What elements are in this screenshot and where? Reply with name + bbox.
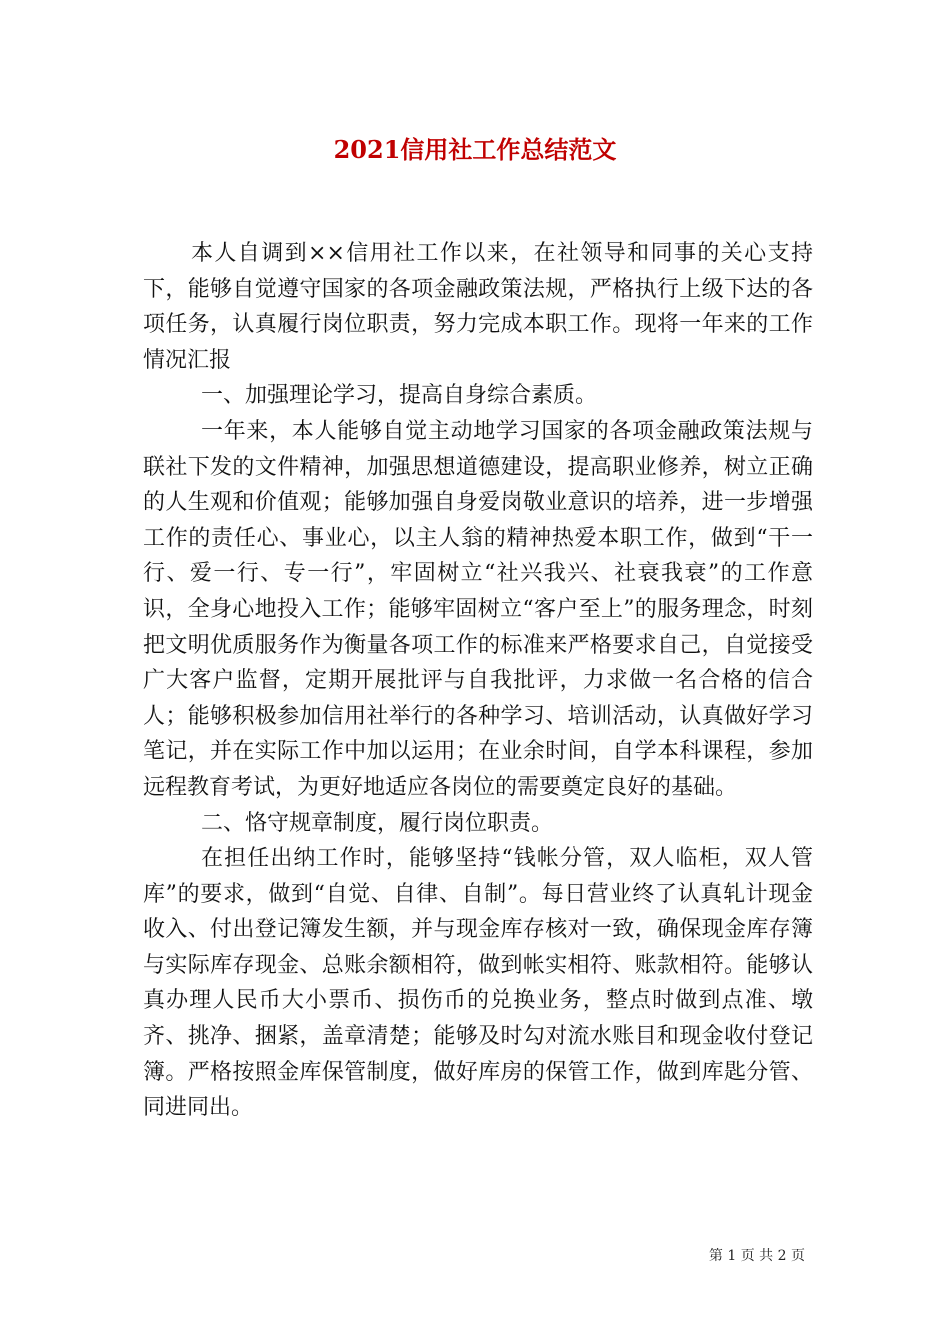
section-1-paragraph: 一年来，本人能够自觉主动地学习国家的各项金融政策法规与联社下发的文件精神，加强思想道德建设，提高职业修养，树立正确的人生观和价值观；能够加强自身爱岗敬业意识的培养，进一步增强工作的责任心、事业心，以主人翁的精神热爱本职工作，做到“干一行、爱一行、专一行”，牢固树立“社兴我兴、社衰我衰”的工作意识，全身心地投入工作；能够牢固树立“客户至上”的服务理念，时刻把文明优质服务作为衡量各项工作的标准来严格要求自己，自觉接受广大客户监督，定期开展批评与自我批评，力求做一名合格的信合人；能够积极参加信用社举行的各种学习、培训活动，认真做好学习笔记，并在实际工作中加以运用；在业余时间，自学本科课程，参加远程教育考试，为更好地适应各岗位的需要奠定良好的基础。 — [143, 418, 813, 800]
section-2-paragraph: 在担任出纳工作时，能够坚持“钱帐分管，双人临柜，双人管库”的要求，做到“自觉、自律、自制”。每日营业终了认真轧计现金收入、付出登记簿发生额，并与现金库存核对一致，确保现金库存簿与实际库存现金、总账余额相符，做到帐实相符、账款相符。能够认真办理人民币大小票币、损伤币的兑换业务，整点时做到点准、墩齐、挑净、捆紧，盖章清楚；能够及时勾对流水账目和现金收付登记簿。严格按照金库保管制度，做好库房的保管工作，做到库匙分管、同进同出。 — [143, 846, 813, 1121]
document-body — [143, 236, 813, 1126]
page-number-footer: 第 1 页 共 2 页 — [708, 1248, 805, 1264]
document-title: 2021信用社工作总结范文 — [333, 135, 617, 164]
section-heading-1: 一、加强理论学习，提高自身综合素质。 — [201, 383, 598, 409]
intro-paragraph: 本人自调到××信用社工作以来，在社领导和同事的关心支持下，能够自觉遵守国家的各项金融政策法规，严格执行上级下达的各项任务，认真履行岗位职责，努力完成本职工作。现将一年来的工作情况汇报 — [143, 241, 813, 373]
section-heading-2: 二、恪守规章制度，履行岗位职责。 — [201, 810, 554, 836]
